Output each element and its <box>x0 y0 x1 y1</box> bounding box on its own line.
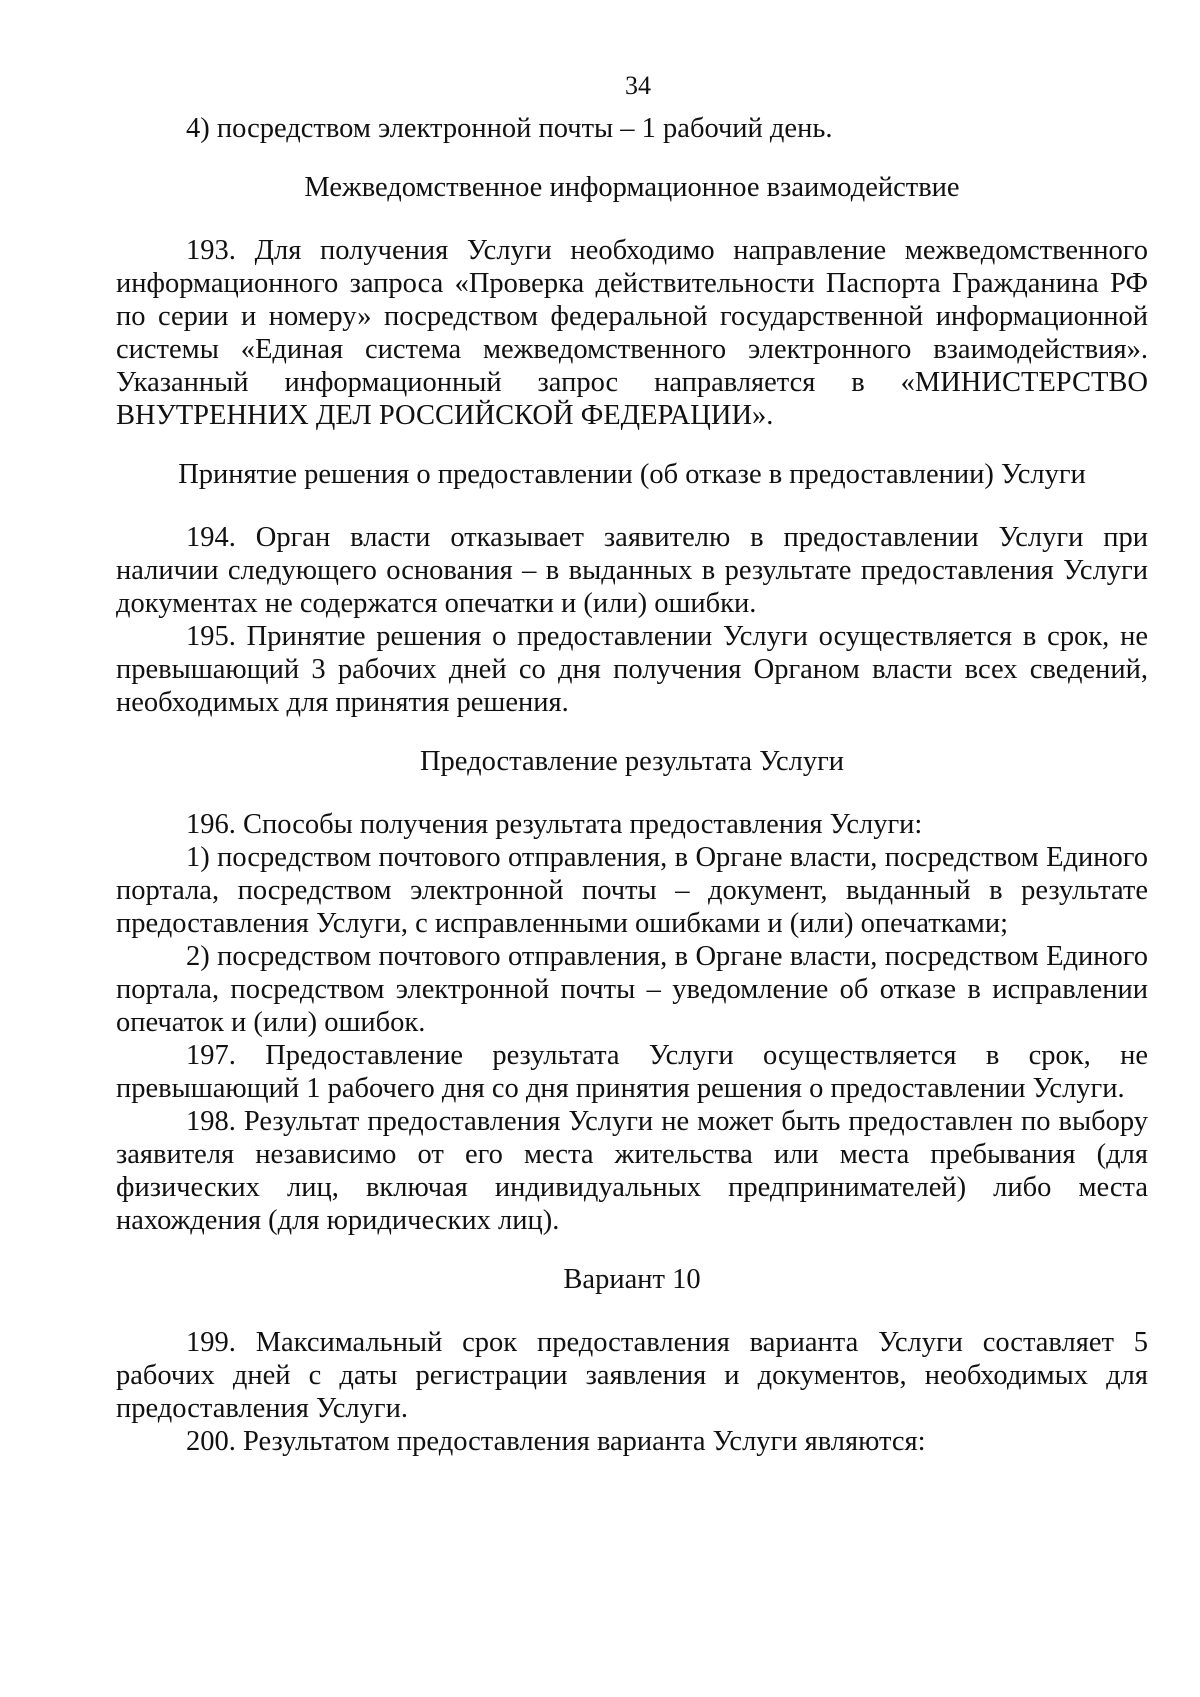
section-heading-decision: Принятие решения о предоставлении (об отказе в предоставлении) Услуги <box>178 459 1086 490</box>
paragraph-198: 198. Результат предоставления Услуги не может быть предоставлен по выбору заявителя независимо от его места жительства или места пребывания (для физических лиц, включая индивидуальных предпринимателей) либо места нахождения (для юридических лиц). <box>116 1106 1148 1236</box>
page-number: 34 <box>625 71 651 100</box>
paragraph-196-item-1: 1) посредством почтового отправления, в Органе власти, посредством Единого портала, посредством электронной почты – документ, выданный в результате предоставления Услуги, с исправленными ошибками и (или) опечатками; <box>116 842 1148 939</box>
page-content <box>116 70 1148 1458</box>
paragraph-194: 194. Орган власти отказывает заявителю в предоставлении Услуги при наличии следующего основания – в выданных в результате предоставления Услуги документах не содержатся опечатки и (или) ошибки. <box>116 522 1148 619</box>
section-heading-result: Предоставление результата Услуги <box>419 746 845 777</box>
paragraph-196: 196. Способы получения результата предоставления Услуги: <box>186 809 923 840</box>
paragraph-item-4: 4) посредством электронной почты – 1 рабочий день. <box>186 113 833 144</box>
paragraph-199: 199. Максимальный срок предоставления варианта Услуги составляет 5 рабочих дней с даты регистрации заявления и документов, необходимых для предоставления Услуги. <box>116 1327 1148 1424</box>
section-heading-interagency: Межведомственное информационное взаимодействие <box>304 172 960 203</box>
section-heading-variant-10: Вариант 10 <box>563 1264 701 1295</box>
paragraph-195: 195. Принятие решения о предоставлении Услуги осуществляется в срок, не превышающий 3 рабочих дней со дня получения Органом власти всех сведений, необходимых для принятия решения. <box>116 621 1148 718</box>
paragraph-197: 197. Предоставление результата Услуги осуществляется в срок, не превышающий 1 рабочего дня со дня принятия решения о предоставлении Услуги. <box>116 1040 1148 1104</box>
paragraph-200: 200. Результатом предоставления варианта Услуги являются: <box>186 1426 926 1457</box>
paragraph-193: 193. Для получения Услуги необходимо направление межведомственного информационного запроса «Проверка действительности Паспорта Гражданина РФ по серии и номеру» посредством федеральной государственной информационной системы «Единая система межведомственного электронного взаимодействия». Указанный информационный запрос направляется в «МИНИСТЕРСТВО ВНУТРЕННИХ ДЕЛ РОССИЙСКОЙ ФЕДЕРАЦИИ». <box>116 235 1148 431</box>
paragraph-196-item-2: 2) посредством почтового отправления, в Органе власти, посредством Единого портала, посредством электронной почты – уведомление об отказе в исправлении опечаток и (или) ошибок. <box>116 941 1148 1038</box>
